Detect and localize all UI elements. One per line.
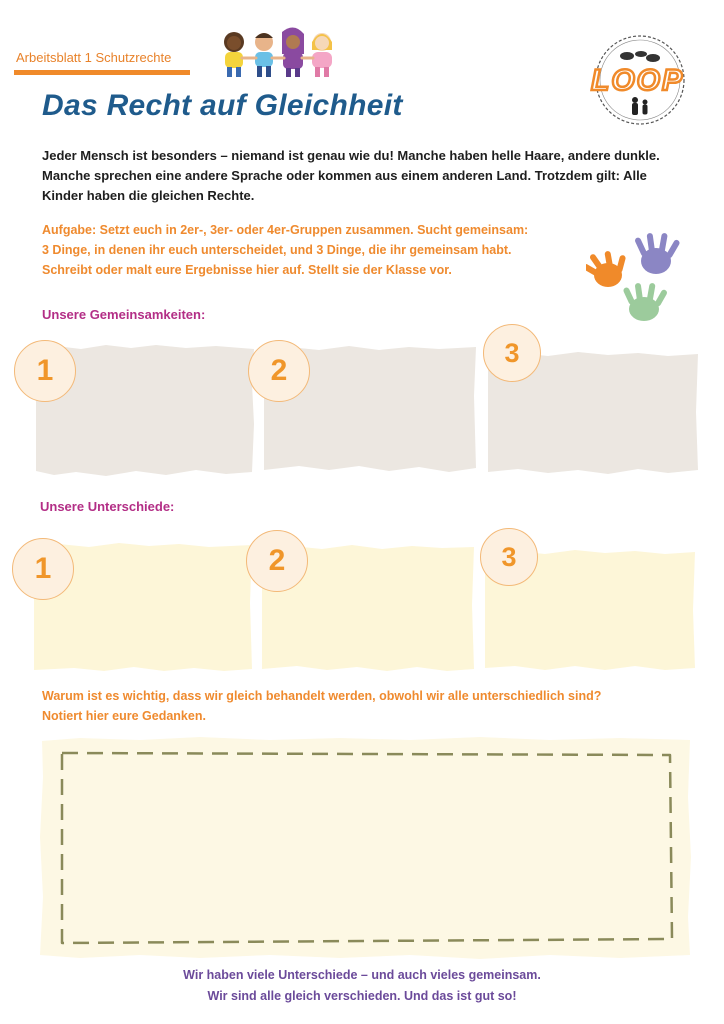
commonality-number-2: 2 [248,340,310,402]
worksheet-label: Arbeitsblatt 1 Schutzrechte [16,50,172,65]
difference-number-1: 1 [12,538,74,600]
notes-area[interactable] [40,737,692,959]
task-instructions [42,220,602,280]
child-4 [312,33,332,77]
commonality-number-1: 1 [14,340,76,402]
footer-line: Wir haben viele Unterschiede – und auch vieles gemeinsam. [183,968,541,982]
loop-logo [585,30,695,130]
question-line: Warum ist es wichtig, dass wir gleich behandelt werden, obwohl wir alle unterschiedlich sind? [42,689,602,703]
page-title: Das Recht auf Gleichheit [42,89,403,122]
orange-hand-icon [586,251,626,287]
world-map-icon [620,51,660,62]
green-hand-icon [622,283,668,321]
header-underline [14,70,190,75]
family-icon [632,97,648,115]
footer-message [0,965,724,1007]
purple-hand-icon [634,233,681,274]
commonalities-title: Unsere Gemeinsamkeiten: [42,307,206,322]
differences-title: Unsere Unterschiede: [40,499,175,514]
question-line: Notiert hier eure Gedanken. [42,709,206,723]
footer-line: Wir sind alle gleich verschieden. Und das ist gut so! [207,989,517,1003]
task-line: Schreibt oder malt eure Ergebnisse hier auf. Stellt sie der Klasse vor. [42,263,452,277]
child-1 [224,32,244,77]
intro-paragraph: Jeder Mensch ist besonders – niemand ist genau wie du! Manche haben helle Haare, andere dunkle. Manche sprechen eine andere Sprache oder kommen aus einem anderen Land. Trotzdem gilt: Alle Kinder haben die gleichen Rechte. [42,148,660,203]
task-line: 3 Dinge, in denen ihr euch unterscheidet, und 3 Dinge, die ihr gemeinsam habt. [42,243,512,257]
child-2 [255,33,273,77]
hands-illustration [586,233,686,329]
difference-number-2: 2 [246,530,308,592]
children-illustration [220,24,338,80]
difference-number-3: 3 [480,528,538,586]
logo-text: LOOP [591,64,685,97]
task-line: Aufgabe: Setzt euch in 2er-, 3er- oder 4er-Gruppen zusammen. Sucht gemeinsam: [42,223,529,237]
commonality-number-3: 3 [483,324,541,382]
reflection-question [42,686,682,726]
child-3 [282,27,304,77]
